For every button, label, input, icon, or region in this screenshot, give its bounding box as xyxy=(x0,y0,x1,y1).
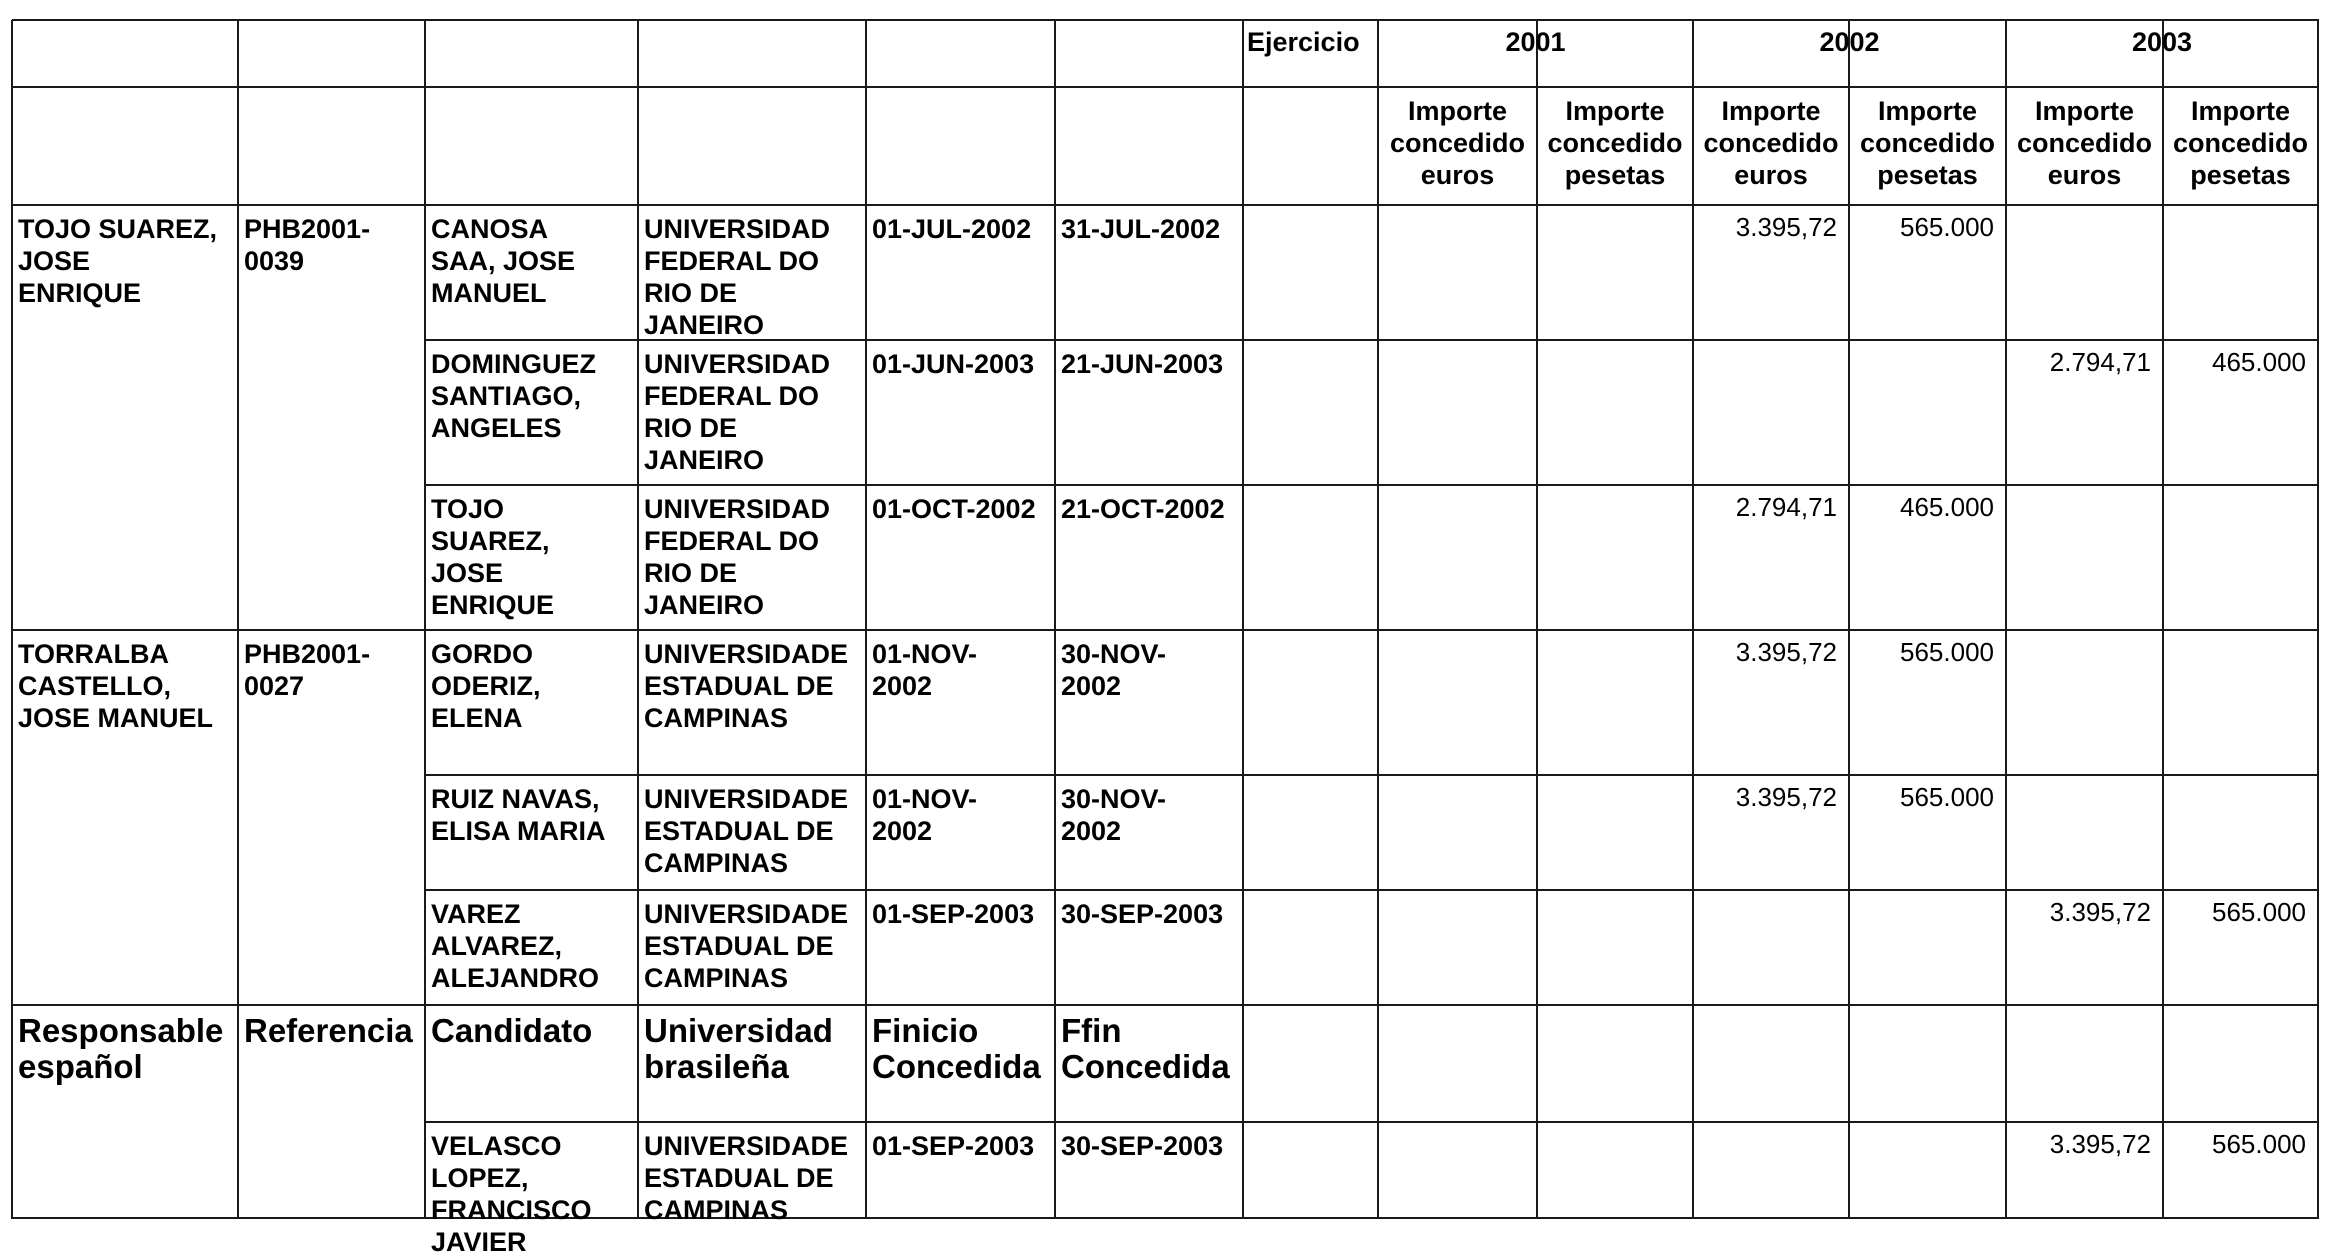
candidato: DOMINGUEZ xyxy=(431,349,596,379)
column-rule xyxy=(1692,20,1694,1219)
column-rule xyxy=(2317,20,2319,1219)
amount-subheader: concedido xyxy=(2016,128,2152,158)
fecha-fin: 30-SEP-2003 xyxy=(1061,899,1224,929)
column-rule xyxy=(11,20,13,1219)
fecha-inicio: 01-SEP-2003 xyxy=(872,899,1035,929)
fecha-fin: 31-JUL-2002 xyxy=(1061,214,1221,244)
universidad-header: Universidad xyxy=(644,1012,833,1049)
fecha-inicio: 2002 xyxy=(872,816,933,846)
responsable: ENRIQUE xyxy=(18,278,142,308)
amount-subheader: euros xyxy=(1420,160,1495,190)
amount-subheader: Importe xyxy=(1877,96,1977,126)
candidato: ENRIQUE xyxy=(431,590,555,620)
column-rule xyxy=(1377,20,1379,1219)
importe-2002-euros: 2.794,71 xyxy=(1735,492,1837,522)
column-rule xyxy=(637,20,639,1219)
universidad-header: brasileña xyxy=(644,1048,789,1085)
importe-2003-euros: 2.794,71 xyxy=(2049,347,2151,377)
candidato: ANGELES xyxy=(431,413,562,443)
rule-header xyxy=(12,86,2319,88)
importe-2003-euros: 3.395,72 xyxy=(2049,897,2151,927)
importe-2002-pesetas: 565.000 xyxy=(1900,212,1994,242)
ffin-header: Ffin xyxy=(1061,1012,1122,1049)
fecha-inicio: 01-NOV- xyxy=(872,784,978,814)
importe-2002-euros: 3.395,72 xyxy=(1735,782,1837,812)
finicio-header: Concedida xyxy=(872,1048,1041,1085)
fecha-fin: 30-NOV- xyxy=(1061,639,1167,669)
responsable-header: español xyxy=(18,1048,143,1085)
universidad: UNIVERSIDAD xyxy=(644,494,831,524)
referencia-header: Referencia xyxy=(244,1012,413,1049)
universidad: RIO DE xyxy=(644,558,738,588)
amount-subheader: pesetas xyxy=(2190,160,2291,190)
amount-subheader: Importe xyxy=(1565,96,1665,126)
candidato: ALEJANDRO xyxy=(431,963,600,993)
universidad: RIO DE xyxy=(644,278,738,308)
candidato: VAREZ xyxy=(431,899,521,929)
candidato: VELASCO xyxy=(431,1131,562,1161)
universidad: FEDERAL DO xyxy=(644,526,820,556)
amount-subheader: Importe xyxy=(2190,96,2290,126)
referencia: 0039 xyxy=(244,246,305,276)
rule-bottom xyxy=(12,1217,2319,1219)
fecha-inicio: 01-SEP-2003 xyxy=(872,1131,1035,1161)
fecha-inicio: 01-JUL-2002 xyxy=(872,214,1032,244)
fecha-inicio: 01-NOV- xyxy=(872,639,978,669)
finicio-header: Finicio xyxy=(872,1012,979,1049)
candidato: JAVIER xyxy=(431,1227,527,1257)
repeat-header-rule xyxy=(12,1004,2319,1006)
amount-subheader: Importe xyxy=(1407,96,1507,126)
amount-subheader: concedido xyxy=(1703,128,1839,158)
candidato: ELENA xyxy=(431,703,523,733)
amount-subheader: Importe xyxy=(1721,96,1821,126)
fecha-fin: 30-NOV- xyxy=(1061,784,1167,814)
ffin-header: Concedida xyxy=(1061,1048,1230,1085)
fecha-fin: 2002 xyxy=(1061,671,1122,701)
referencia: 0027 xyxy=(244,671,305,701)
fecha-fin: 2002 xyxy=(1061,816,1122,846)
amount-subheader: euros xyxy=(1734,160,1808,190)
candidato: SAA, JOSE xyxy=(431,246,576,276)
universidad: ESTADUAL DE xyxy=(644,816,834,846)
importe-2003-pesetas: 465.000 xyxy=(2212,347,2306,377)
fecha-inicio: 2002 xyxy=(872,671,933,701)
row-rule xyxy=(425,1121,2319,1123)
rule-top xyxy=(12,19,2319,21)
fecha-fin: 30-SEP-2003 xyxy=(1061,1131,1224,1161)
responsable: TORRALBA xyxy=(18,639,169,669)
amount-subheader: concedido xyxy=(1547,128,1683,158)
amount-subheader: concedido xyxy=(1389,128,1525,158)
universidad: JANEIRO xyxy=(644,310,765,340)
universidad: UNIVERSIDADE xyxy=(644,899,849,929)
candidato: CANOSA xyxy=(431,214,549,244)
universidad: FEDERAL DO xyxy=(644,381,820,411)
importe-2002-euros: 3.395,72 xyxy=(1735,637,1837,667)
responsable-header: Responsable xyxy=(18,1012,224,1049)
referencia: PHB2001- xyxy=(244,639,371,669)
universidad: RIO DE xyxy=(644,413,738,443)
fecha-fin: 21-JUN-2003 xyxy=(1061,349,1224,379)
candidato: MANUEL xyxy=(431,278,547,308)
ejercicio-label: Ejercicio xyxy=(1247,27,1360,57)
row-rule xyxy=(425,774,2319,776)
candidato: ELISA MARIA xyxy=(431,816,606,846)
universidad: CAMPINAS xyxy=(644,1195,789,1225)
year-header: 2003 xyxy=(2131,27,2193,57)
candidato: RUIZ NAVAS, xyxy=(431,784,600,814)
column-rule xyxy=(1848,20,1850,1219)
responsable: TOJO SUAREZ, xyxy=(18,214,218,244)
candidato: JOSE xyxy=(431,558,504,588)
row-rule xyxy=(425,484,2319,486)
candidato: ODERIZ, xyxy=(431,671,541,701)
year-header: 2002 xyxy=(1819,27,1880,57)
responsable: JOSE MANUEL xyxy=(18,703,214,733)
importe-2003-euros: 3.395,72 xyxy=(2049,1129,2151,1159)
importe-2002-pesetas: 565.000 xyxy=(1900,782,1994,812)
universidad: FEDERAL DO xyxy=(644,246,820,276)
amount-subheader: concedido xyxy=(2172,128,2308,158)
candidato: LOPEZ, xyxy=(431,1163,529,1193)
candidato: SUAREZ, xyxy=(431,526,550,556)
amount-subheader: concedido xyxy=(1859,128,1995,158)
importe-2003-pesetas: 565.000 xyxy=(2212,897,2306,927)
group-rule xyxy=(12,629,2319,631)
candidato: ALVAREZ, xyxy=(431,931,562,961)
referencia: PHB2001- xyxy=(244,214,371,244)
universidad: ESTADUAL DE xyxy=(644,931,834,961)
fecha-fin: 21-OCT-2002 xyxy=(1061,494,1225,524)
amount-subheader: Importe xyxy=(2034,96,2134,126)
amount-subheader: pesetas xyxy=(1877,160,1978,190)
universidad: ESTADUAL DE xyxy=(644,1163,834,1193)
fecha-inicio: 01-JUN-2003 xyxy=(872,349,1035,379)
candidato: TOJO xyxy=(431,494,505,524)
column-rule xyxy=(1242,20,1244,1219)
universidad: UNIVERSIDAD xyxy=(644,349,831,379)
responsable: JOSE xyxy=(18,246,91,276)
importe-2002-pesetas: 465.000 xyxy=(1900,492,1994,522)
column-rule xyxy=(237,20,239,1219)
universidad: UNIVERSIDADE xyxy=(644,639,849,669)
universidad: UNIVERSIDAD xyxy=(644,214,831,244)
candidato: FRANCISCO xyxy=(431,1195,592,1225)
candidato: SANTIAGO, xyxy=(431,381,582,411)
universidad: CAMPINAS xyxy=(644,703,789,733)
column-rule xyxy=(2162,20,2164,1219)
universidad: CAMPINAS xyxy=(644,848,789,878)
candidato: GORDO xyxy=(431,639,534,669)
fecha-inicio: 01-OCT-2002 xyxy=(872,494,1036,524)
responsable: CASTELLO, xyxy=(18,671,171,701)
universidad: UNIVERSIDADE xyxy=(644,1131,849,1161)
column-rule xyxy=(1054,20,1056,1219)
amount-subheader: pesetas xyxy=(1564,160,1666,190)
universidad: CAMPINAS xyxy=(644,963,789,993)
candidato-header: Candidato xyxy=(431,1012,593,1049)
amount-subheader: euros xyxy=(2047,160,2122,190)
year-header: 2001 xyxy=(1505,27,1566,57)
importe-2002-euros: 3.395,72 xyxy=(1735,212,1837,242)
importe-2003-pesetas: 565.000 xyxy=(2212,1129,2306,1159)
universidad: JANEIRO xyxy=(644,445,765,475)
column-rule xyxy=(2005,20,2007,1219)
universidad: JANEIRO xyxy=(644,590,765,620)
column-rule xyxy=(865,20,867,1219)
column-rule xyxy=(1536,20,1538,1219)
row-rule xyxy=(425,889,2319,891)
universidad: ESTADUAL DE xyxy=(644,671,834,701)
universidad: UNIVERSIDADE xyxy=(644,784,849,814)
importe-2002-pesetas: 565.000 xyxy=(1900,637,1994,667)
rule-header-bottom xyxy=(12,204,2319,206)
column-rule xyxy=(424,20,426,1219)
